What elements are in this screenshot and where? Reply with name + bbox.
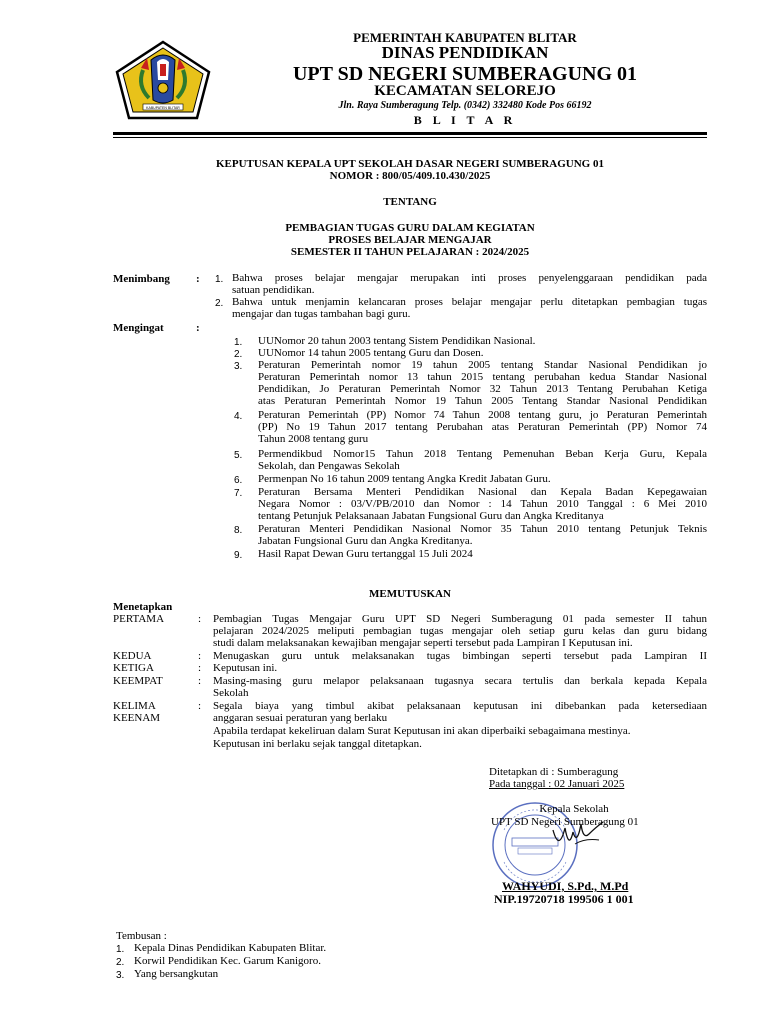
ketiga-line: Keputusan ini. (213, 662, 278, 674)
mengingat-item-line: UUNomor 14 tahun 2005 tentang Guru dan Dosen. (258, 347, 484, 359)
letterhead-department: DINAS PENDIDIKAN (381, 43, 549, 62)
tembusan-number: 1. (116, 944, 125, 955)
keenam-line: Keputusan ini berlaku sejak tanggal ditetapkan. (213, 738, 422, 750)
menimbang-item-line: mengajar dan tugas tambahan bagi guru. (232, 308, 411, 320)
mengingat-number: 5. (234, 450, 243, 461)
mengingat-item-line: Permenpan No 16 tahun 2009 tentang Angka Kredit Jabatan Guru. (258, 473, 551, 485)
mengingat-item-line: Peraturan Menteri Pendidikan Nasional Nomor 35 Tahun 2010 tentang Petunjuk Teknis (258, 523, 707, 535)
mengingat-number: 8. (234, 525, 243, 536)
tembusan-item: Kepala Dinas Pendidikan Kabupaten Blitar. (134, 942, 327, 954)
letterhead-school-name: UPT SD NEGERI SUMBERAGUNG 01 (292, 63, 638, 85)
tembusan-number: 2. (116, 957, 125, 968)
decree-title: KEPUTUSAN KEPALA UPT SEKOLAH DASAR NEGERI SUMBERAGUNG 01 (215, 158, 604, 170)
signer-unit: UPT SD Negeri Sumberagung 01 (491, 816, 639, 828)
mengingat-label: Mengingat (113, 322, 164, 334)
decree-number: NOMOR : 800/05/409.10.430/2025 (329, 170, 491, 182)
kabupaten-blitar-logo (113, 40, 213, 124)
menimbang-label: Menimbang (113, 273, 170, 285)
logo-caption: KABUPATEN BLITAR (146, 106, 180, 110)
tembusan-item: Korwil Pendidikan Kec. Garum Kanigoro. (134, 955, 321, 967)
ditetapkan-di: Ditetapkan di : Sumberagung (489, 766, 619, 778)
mengingat-item-line: Negara Nomor : 03/V/PB/2010 dan Nomor : 14 Tahun 2010 Tanggal : 6 Mei 2010 (258, 498, 707, 510)
kelima-line: anggaran sesuai peraturan yang berlaku (213, 712, 388, 724)
menimbang-number: 1. (215, 274, 224, 285)
keenam-label: KEENAM (113, 712, 161, 724)
keempat-colon: : (198, 675, 202, 687)
subject-line-3: SEMESTER II TAHUN PELAJARAN : 2024/2025 (290, 246, 530, 258)
keempat-line: Masing-masing guru melapor pelaksanaan tugasnya secara tertulis dan berkala kepada Kepala (213, 675, 707, 687)
mengingat-item-line: Hasil Rapat Dewan Guru tertanggal 15 Juli 2024 (258, 548, 473, 560)
menimbang-item-line: Bahwa untuk menjamin kelancaran proses belajar mengajar perlu ditetapkan pembagian tugas (232, 296, 707, 308)
subject-line-2: PROSES BELAJAR MENGAJAR (328, 234, 492, 246)
memutuskan-heading: MEMUTUSKAN (369, 588, 451, 600)
pertama-label: PERTAMA (113, 613, 165, 625)
mengingat-number: 2. (234, 349, 243, 360)
letterhead-government: PEMERINTAH KABUPATEN BLITAR (353, 30, 577, 45)
menimbang-number: 2. (215, 298, 224, 309)
kelima-line: Segala biaya yang timbul akibat pelaksanaan keputusan ini dibebankan pada ketersediaan (213, 700, 707, 712)
ketiga-colon: : (198, 662, 202, 674)
kedua-label: KEDUA (113, 650, 152, 662)
subject-line-1: PEMBAGIAN TUGAS GURU DALAM KEGIATAN (285, 222, 535, 234)
pertama-line: Pembagian Tugas Mengajar Guru UPT SD Negeri Sumberagung 01 pada semester II tahun (213, 613, 707, 625)
mengingat-item-line: Peraturan Pemerintah nomor 19 tahun 2005 tentang Standar Nasional Pendidikan jo (258, 359, 707, 371)
mengingat-item-line: atas Peraturan Pemerintah Nomor 19 Tahun 2005 Tentang Standar Nasional Pendidikan (258, 395, 707, 407)
mengingat-number: 4. (234, 411, 243, 422)
mengingat-item-line: UUNomor 20 tahun 2003 tentang Sistem Pendidikan Nasional. (258, 335, 536, 347)
pada-tanggal: Pada tanggal : 02 Januari 2025 (489, 778, 625, 790)
mengingat-item-line: Peraturan Pemerintah (PP) Nomor 74 Tahun 2008 tentang guru, jo Peraturan Pemerintah (258, 409, 707, 421)
mengingat-item-line: Permendikbud Nomor15 Tahun 2018 Tentang Pemenuhan Beban Kerja Guru, Kepala (258, 448, 707, 460)
letterhead-address: Jln. Raya Sumberagung Telp. (0342) 332480 Kode Pos 66192 (338, 100, 592, 111)
kelima-colon: : (198, 700, 202, 712)
mengingat-number: 6. (234, 475, 243, 486)
pertama-colon: : (198, 613, 202, 625)
pertama-line: pelajaran 2024/2025 meliputi pembagian tugas mengajar oleh setiap guru kelas dan guru bidang (213, 625, 707, 637)
tembusan-item: Yang bersangkutan (134, 968, 219, 980)
mengingat-colon: : (196, 322, 200, 334)
signer-position: Kepala Sekolah (539, 803, 609, 815)
letterhead-district: KECAMATAN SELOREJO (374, 83, 556, 99)
tembusan-number: 3. (116, 970, 125, 981)
mengingat-number: 7. (234, 488, 243, 499)
mengingat-item-line: Jabatan Fungsional Guru dan Angka Kreditanya. (258, 535, 473, 547)
mengingat-item-line: Sekolah, dan Pengawas Sekolah (258, 460, 400, 472)
mengingat-item-line: Peraturan Bersama Menteri Pendidikan Nasional dan Kepala Badan Kepegawaian (258, 486, 707, 498)
kedua-line: Menugaskan guru untuk melaksanakan tugas bimbingan seperti tersebut pada Lampiran II (213, 650, 707, 662)
letterhead-city: B L I T A R (413, 113, 517, 127)
mengingat-item-line: (PP) No 19 Tahun 2017 tentang Perubahan atas Peraturan Pemerintah (PP) Nomor 74 (258, 421, 707, 433)
menimbang-item-line: satuan pendidikan. (232, 284, 315, 296)
tentang-heading: TENTANG (383, 196, 437, 208)
menimbang-item-line: Bahwa proses belajar mengajar merupakan inti proses penyelenggaraan pendidikan pada (232, 272, 707, 284)
mengingat-number: 9. (234, 550, 243, 561)
menetapkan-label: Menetapkan (113, 601, 173, 613)
mengingat-item-line: Tahun 2008 tentang guru (258, 433, 369, 445)
letterhead-rule-thick (113, 132, 707, 135)
kelima-label: KELIMA (113, 700, 156, 712)
letterhead-rule-thin (113, 137, 707, 138)
tembusan-label: Tembusan : (116, 930, 167, 942)
mengingat-item-line: Pendidikan, Jo Peraturan Pemerintah Nomor 32 Tahun 2013 Tentang Perubahan Ketiga (258, 383, 707, 395)
signer-nip: NIP.19720718 199506 1 001 (494, 892, 634, 906)
mengingat-number: 3. (234, 361, 243, 372)
keenam-line: Apabila terdapat kekeliruan dalam Surat Keputusan ini akan diperbaiki sebagaimana mestinya. (213, 725, 631, 737)
keempat-label: KEEMPAT (113, 675, 163, 687)
kedua-colon: : (198, 650, 202, 662)
pertama-line: studi dalam melaksanakan kewajiban mengajar seperti tersebut pada Lampiran I Keputusan ini. (213, 637, 633, 649)
mengingat-item-line: Peraturan Pemerintah nomor 13 tahun 2015 tentang perubahan kedua Standar Nasional (258, 371, 707, 383)
keempat-line: Sekolah (213, 687, 249, 699)
ketiga-label: KETIGA (113, 662, 154, 674)
menimbang-colon: : (196, 273, 200, 285)
mengingat-item-line: tentang Petunjuk Pelaksanaan Jabatan Fungsional Guru dan Angka Kreditanya (258, 510, 604, 522)
mengingat-number: 1. (234, 337, 243, 348)
signer-name: WAHYUDI, S.Pd., M.Pd (502, 879, 629, 893)
